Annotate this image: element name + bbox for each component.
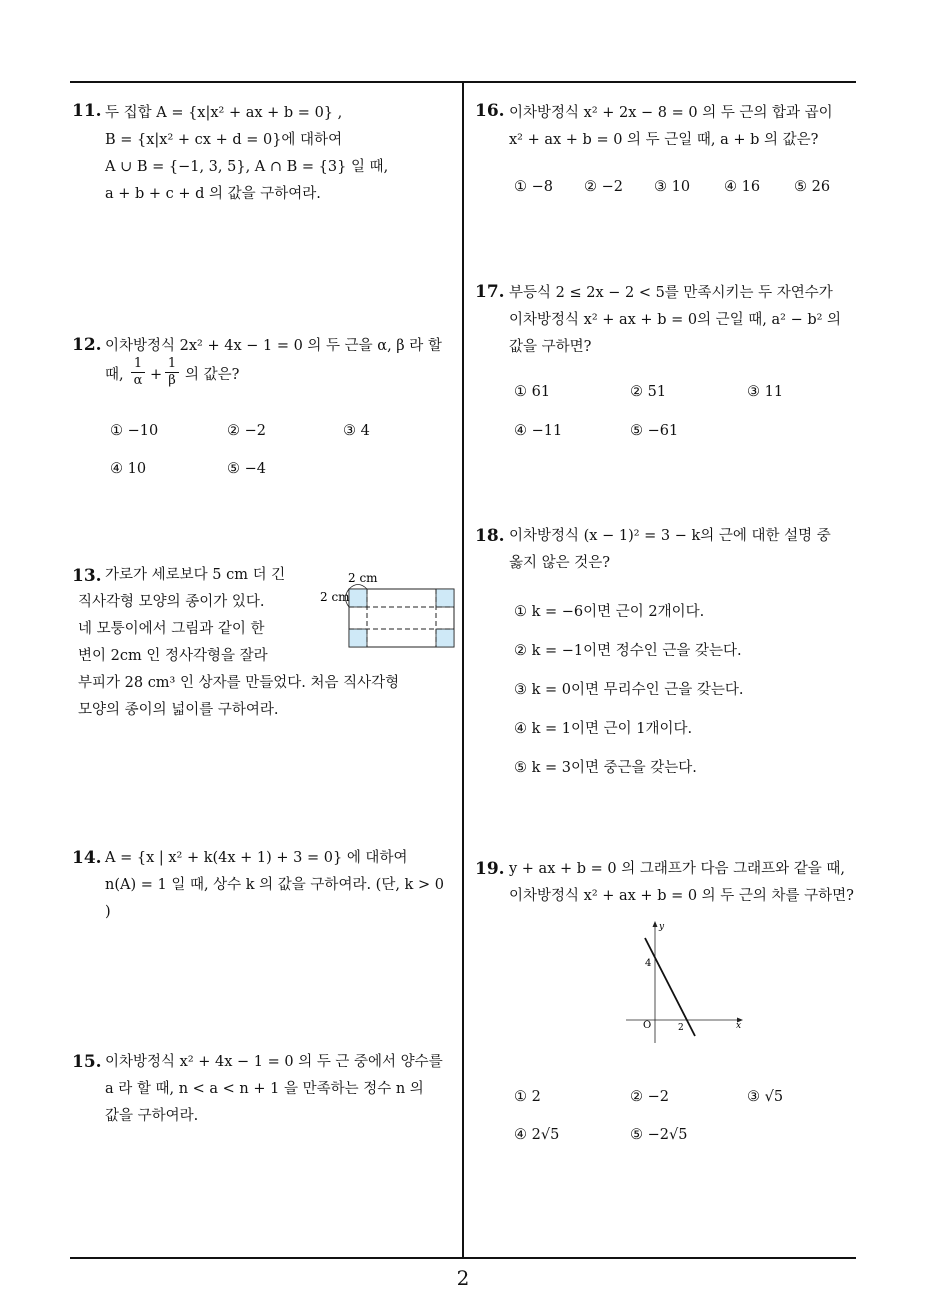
choice-4[interactable]: ④ 16 — [724, 179, 761, 195]
question-text: 값을 구하면? — [509, 339, 592, 355]
choice-4[interactable]: ④ −11 — [514, 423, 563, 439]
choice-2[interactable]: ② 51 — [630, 384, 667, 400]
fraction — [131, 356, 145, 389]
question-text: 이차방정식 x² + ax + b = 0 의 두 근의 차를 구하면? — [509, 888, 854, 904]
question-text: 이차방정식 x² + ax + b = 0의 근일 때, a² − b² 의 — [509, 312, 842, 328]
question-text: 의 값은? — [185, 367, 240, 383]
choice-5[interactable]: ⑤ −61 — [630, 423, 679, 439]
choice-5[interactable]: ⑤ −4 — [227, 461, 266, 477]
question-12 — [105, 333, 442, 360]
fraction-denominator: β — [168, 373, 176, 388]
question-16 — [509, 100, 833, 154]
fraction-denominator: α — [133, 373, 143, 388]
choice-3[interactable]: ③ k = 0이면 무리수인 근을 갖는다. — [514, 682, 744, 698]
y-axis-label: y — [659, 922, 665, 932]
line-graph-figure — [620, 918, 750, 1048]
fraction-numerator: 1 — [131, 356, 145, 373]
question-number: 18. — [475, 526, 505, 546]
choice-4[interactable]: ④ 10 — [110, 461, 147, 477]
question-text: y + ax + b = 0 의 그래프가 다음 그래프와 같을 때, — [509, 861, 845, 877]
question-text: 두 집합 A = {x|x² + ax + b = 0} , — [105, 105, 343, 121]
fraction — [165, 356, 179, 389]
question-number: 13. — [72, 566, 102, 586]
fraction-numerator: 1 — [165, 356, 179, 373]
choice-2[interactable]: ② k = −1이면 정수인 근을 갖는다. — [514, 643, 742, 659]
choice-5[interactable]: ⑤ 26 — [794, 179, 831, 195]
question-text: 가로가 세로보다 5 cm 더 긴 — [105, 567, 286, 583]
question-19 — [509, 856, 854, 910]
choice-1[interactable]: ① k = −6이면 근이 2개이다. — [514, 604, 705, 620]
choice-3[interactable]: ③ √5 — [747, 1089, 784, 1105]
choice-2[interactable]: ② −2 — [227, 423, 266, 439]
question-17 — [509, 280, 841, 361]
question-text: 부피가 28 cm³ 인 상자를 만들었다. 처음 직사각형 — [78, 675, 400, 691]
choice-1[interactable]: ① −8 — [514, 179, 553, 195]
question-text: n(A) = 1 일 때, 상수 k 의 값을 구하여라. (단, k > 0 — [105, 877, 444, 893]
y-intercept-label: 4 — [645, 958, 652, 969]
question-number: 15. — [72, 1052, 102, 1072]
question-18 — [509, 523, 831, 577]
question-text: 옳지 않은 것은? — [509, 555, 611, 571]
plus-sign: + — [150, 367, 163, 383]
figure-label-top: 2 cm — [348, 571, 378, 585]
page-number: 2 — [456, 1266, 470, 1290]
question-text: a + b + c + d 의 값을 구하여라. — [105, 186, 321, 202]
question-number: 16. — [475, 101, 505, 121]
question-text: A ∪ B = {−1, 3, 5}, A ∩ B = {3} 일 때, — [105, 159, 389, 175]
choice-1[interactable]: ① 61 — [514, 384, 551, 400]
box-net-figure — [318, 568, 460, 650]
question-text: 부등식 2 ≤ 2x − 2 < 5를 만족시키는 두 자연수가 — [509, 285, 833, 301]
question-text: B = {x|x² + cx + d = 0}에 대하여 — [105, 132, 343, 148]
choice-4[interactable]: ④ k = 1이면 근이 1개이다. — [514, 721, 693, 737]
question-text: 이차방정식 x² + 2x − 8 = 0 의 두 근의 합과 곱이 — [509, 105, 833, 121]
question-text: x² + ax + b = 0 의 두 근일 때, a + b 의 값은? — [509, 132, 819, 148]
column-divider — [462, 82, 464, 1258]
choice-4[interactable]: ④ 2√5 — [514, 1127, 560, 1143]
question-text: 이차방정식 x² + 4x − 1 = 0 의 두 근 중에서 양수를 — [105, 1054, 443, 1070]
question-14 — [105, 845, 444, 926]
question-text: 직사각형 모양의 종이가 있다. — [78, 594, 265, 610]
question-number: 12. — [72, 335, 102, 355]
x-intercept-label: 2 — [678, 1023, 684, 1033]
choice-3[interactable]: ③ 10 — [654, 179, 691, 195]
question-number: 11. — [72, 101, 102, 121]
question-text: 이차방정식 2x² + 4x − 1 = 0 의 두 근을 α, β 라 할 — [105, 338, 442, 354]
choice-3[interactable]: ③ 11 — [747, 384, 784, 400]
question-11 — [105, 100, 388, 208]
choice-1[interactable]: ① −10 — [110, 423, 159, 439]
x-axis-label: x — [736, 1021, 742, 1031]
figure-label-left: 2 cm — [320, 590, 350, 604]
choice-5[interactable]: ⑤ k = 3이면 중근을 갖는다. — [514, 760, 697, 776]
question-text: 모양의 종이의 넓이를 구하여라. — [78, 702, 279, 718]
choice-1[interactable]: ① 2 — [514, 1089, 541, 1105]
choice-2[interactable]: ② −2 — [584, 179, 623, 195]
question-text: A = {x | x² + k(4x + 1) + 3 = 0} 에 대하여 — [105, 850, 408, 866]
question-text: ) — [105, 904, 111, 920]
question-text: a 라 할 때, n < a < n + 1 을 만족하는 정수 n 의 — [105, 1081, 424, 1097]
question-number: 19. — [475, 859, 505, 879]
question-text: 변이 2cm 인 정사각형을 잘라 — [78, 648, 268, 664]
question-text: 이차방정식 (x − 1)² = 3 − k의 근에 대한 설명 중 — [509, 528, 831, 544]
question-number: 14. — [72, 848, 102, 868]
question-text: 네 모퉁이에서 그림과 같이 한 — [78, 621, 265, 637]
choice-5[interactable]: ⑤ −2√5 — [630, 1127, 688, 1143]
question-text: 때, — [105, 367, 124, 383]
origin-label: O — [643, 1020, 652, 1031]
choice-3[interactable]: ③ 4 — [343, 423, 370, 439]
question-text: 값을 구하여라. — [105, 1108, 199, 1124]
question-number: 17. — [475, 282, 505, 302]
question-15 — [105, 1049, 443, 1130]
choice-2[interactable]: ② −2 — [630, 1089, 669, 1105]
